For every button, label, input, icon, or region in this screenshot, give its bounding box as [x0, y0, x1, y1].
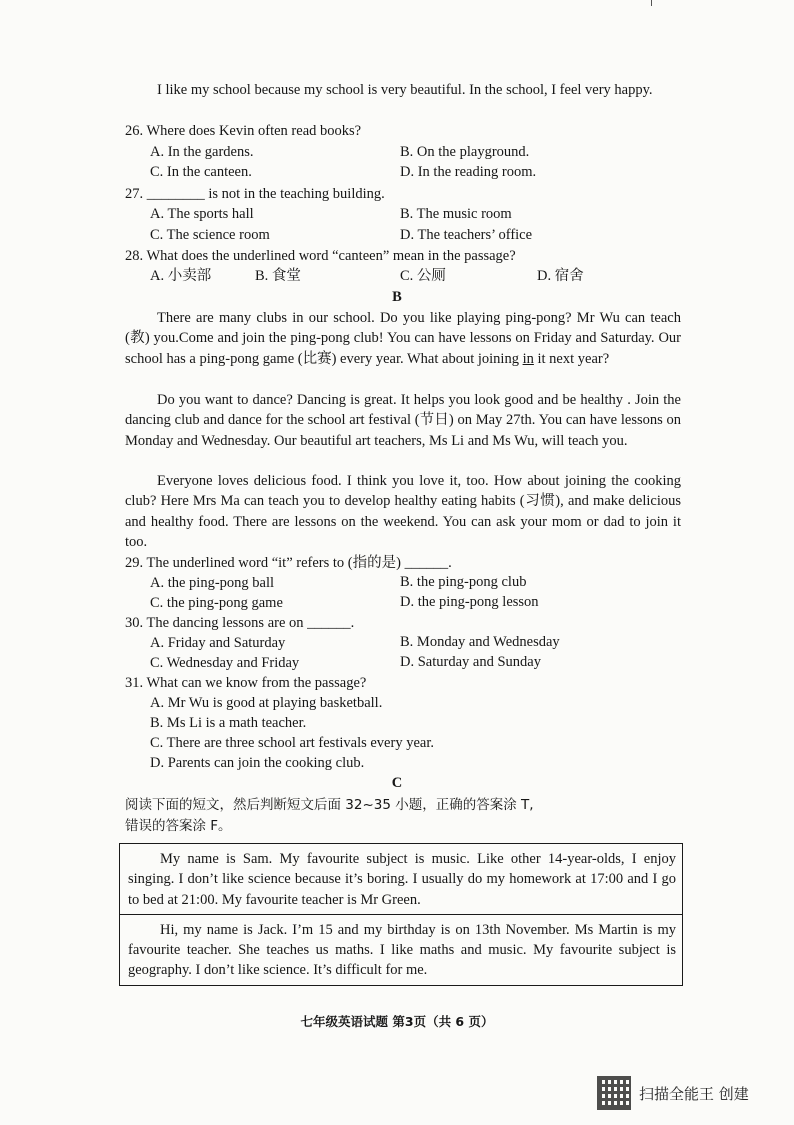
- qr-code-icon: [597, 1076, 631, 1110]
- passage-c-jack-text: Hi, my name is Jack. I’m 15 and my birthday is on 13th November. Ms Martin is my favourite teacher. She teaches us maths. I like maths and music. My favourite subject is geography. I don’t like science. It’s difficult for me.: [128, 921, 676, 979]
- q29-option-a: A. the ping-pong ball: [150, 575, 275, 591]
- passage-c-sam-text: My name is Sam. My favourite subject is music. Like other 14-year-olds, I enjoy singing. I don’t like science because it’s boring. I usually do my homework at 17:00 and I go to bed at 21:00. My favourite teacher is Mr Green.: [128, 851, 676, 908]
- q30-option-c: C. Wednesday and Friday: [150, 655, 300, 671]
- section-c-heading: C: [391, 775, 403, 791]
- q28-option-a: A. 小卖部: [150, 268, 212, 284]
- passage-c-sam: [120, 844, 682, 914]
- q29-option-b: B. the ping-pong club: [400, 574, 527, 590]
- q27-option-a: A. The sports hall: [150, 206, 254, 222]
- q26-option-a: A. In the gardens.: [150, 144, 254, 160]
- q28-option-d: D. 宿舍: [537, 268, 584, 284]
- passage-b-p2-text: Do you want to dance? Dancing is great. It helps you look good and be healthy . Join the dancing club and dance for the school art festival (节日) on May 27th. You can have lessons on Monday and Wednesday. Our beautiful art teachers, Ms Li and Ms Wu, will teach you.: [125, 392, 681, 449]
- section-c-instruction-line-1: 阅读下面的短文，然后判断短文后面 32~35 小题，正确的答案涂 T,: [125, 797, 534, 813]
- question-26: 26. Where does Kevin often read books?: [125, 123, 362, 139]
- q27-option-d: D. The teachers’ office: [400, 227, 533, 243]
- section-b-heading: B: [392, 289, 402, 305]
- page-footer: 七年级英语试题 第3页（共 6 页）: [300, 1014, 494, 1029]
- q31-option-a: A. Mr Wu is good at playing basketball.: [150, 695, 383, 711]
- q28-option-c: C. 公厕: [400, 268, 446, 284]
- q30-option-d: D. Saturday and Sunday: [400, 654, 541, 670]
- q30-option-b: B. Monday and Wednesday: [400, 634, 560, 650]
- q27-option-c: C. The science room: [150, 227, 270, 243]
- scanner-watermark: 扫描全能王 创建: [639, 1085, 749, 1103]
- passage-c-jack: [120, 915, 682, 985]
- section-c-instruction-line-2: 错误的答案涂 F。: [125, 818, 232, 834]
- q31-option-b: B. Ms Li is a math teacher.: [150, 715, 307, 731]
- q26-option-d: D. In the reading room.: [400, 164, 537, 180]
- underlined-word-in: in: [522, 350, 534, 367]
- passage-c-box: [119, 843, 683, 986]
- q26-option-c: C. In the canteen.: [150, 164, 252, 180]
- passage-b-paragraph-1: [125, 308, 681, 369]
- passage-b-p3-text: Everyone loves delicious food. I think you love it, too. How about joining the cooking club? Here Mrs Ma can teach you to develop healthy eating habits (习惯), and make delicious and healthy food. There are lessons on the weekend. You can ask your mom or dad to join it too.: [125, 473, 681, 550]
- question-27: 27. ________ is not in the teaching building.: [125, 186, 385, 202]
- q29-option-c: C. the ping-pong game: [150, 595, 283, 611]
- q27-option-b: B. The music room: [400, 206, 512, 222]
- question-28: 28. What does the underlined word “canteen” mean in the passage?: [125, 248, 516, 264]
- q31-option-d: D. Parents can join the cooking club.: [150, 755, 365, 771]
- passage-b-p1-text: There are many clubs in our school. Do you like playing ping-pong? Mr Wu can teach (教) you.Come and join the ping-pong club! You can have lessons on Friday and Saturday. Our school has a ping-pong game (比赛) every year. What about joining: [125, 310, 681, 367]
- passage-b-paragraph-2: [125, 390, 681, 451]
- scan-mark: [651, 0, 652, 6]
- q28-option-b: B. 食堂: [255, 268, 301, 284]
- intro-text: I like my school because my school is very beautiful. In the school, I feel very happy.: [157, 82, 653, 98]
- question-29: 29. The underlined word “it” refers to (指的是) ______.: [125, 555, 452, 571]
- q29-option-d: D. the ping-pong lesson: [400, 594, 539, 610]
- q26-option-b: B. On the playground.: [400, 144, 530, 160]
- q31-option-c: C. There are three school art festivals every year.: [150, 735, 434, 751]
- passage-b-paragraph-3: [125, 471, 681, 552]
- passage-b-p1-end: it next year?: [533, 350, 610, 367]
- question-31: 31. What can we know from the passage?: [125, 675, 367, 691]
- q30-option-a: A. Friday and Saturday: [150, 635, 286, 651]
- question-30: 30. The dancing lessons are on ______.: [125, 615, 355, 631]
- intro-paragraph: [125, 80, 681, 100]
